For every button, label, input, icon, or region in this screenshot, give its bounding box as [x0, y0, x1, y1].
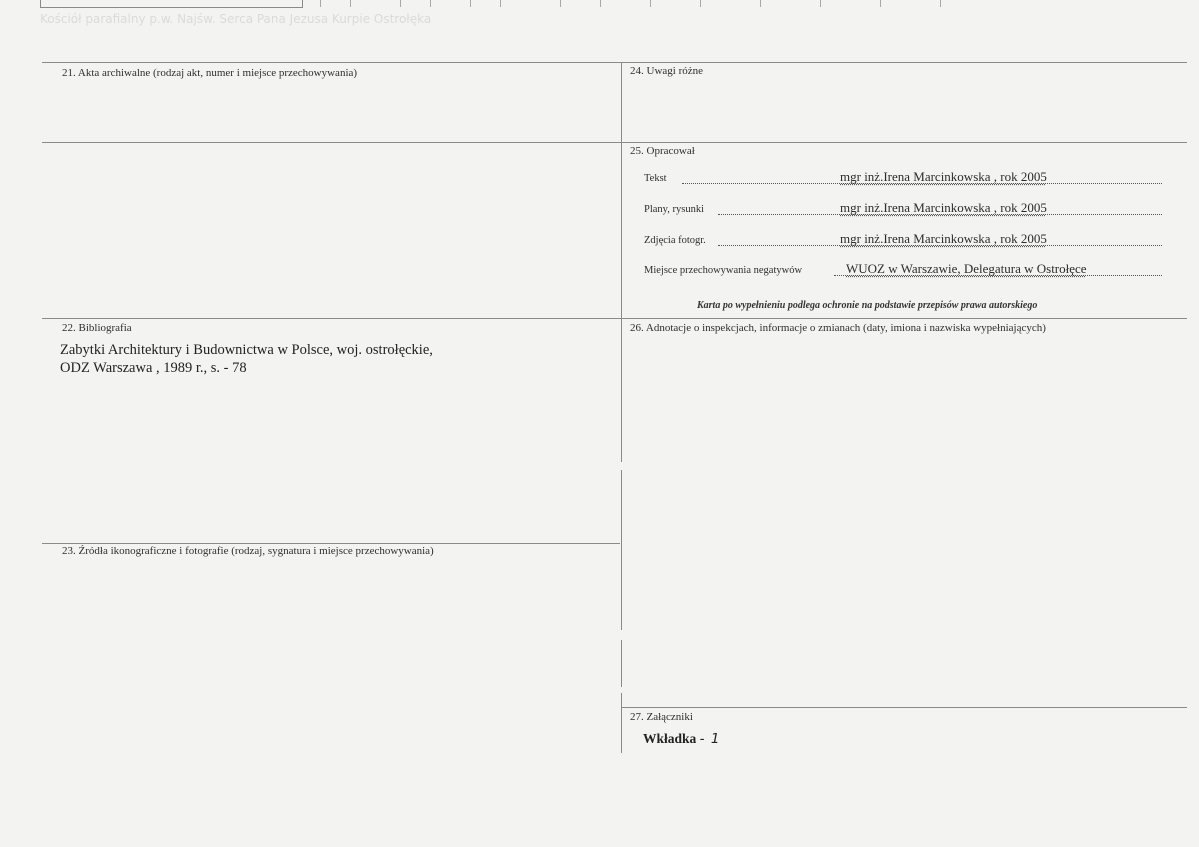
section-26-label: 26. Adnotacje o inspekcjach, informacje o zmianach (daty, imiona i nazwiska wypełniających): [630, 322, 1046, 334]
bibliography-line-2: ODZ Warszawa , 1989 r., s. - 78: [60, 360, 247, 376]
section-22-label: 22. Bibliografia: [62, 322, 132, 334]
author-row-label-text: Tekst: [644, 173, 667, 184]
ruler-tick: [430, 0, 431, 7]
column-divider-upper: [621, 62, 622, 462]
attachment-entry: [643, 731, 720, 747]
ruler-tick: [560, 0, 561, 7]
ruler-tick: [650, 0, 651, 7]
divider-22-26: [42, 318, 1187, 319]
column-divider-lower-b: [621, 640, 622, 687]
divider-top: [42, 62, 1187, 63]
ruler-tick: [820, 0, 821, 7]
ruler-tick: [760, 0, 761, 7]
author-row-value-negatives: WUOZ w Warszawie, Delegatura w Ostrołęce: [846, 261, 1087, 276]
column-divider-lower-c: [621, 693, 622, 753]
ruler-tick: [350, 0, 351, 7]
copyright-note: Karta po wypełnieniu podlega ochronie na podstawie przepisów prawa autorskiego: [697, 300, 1038, 311]
ruler-tick: [500, 0, 501, 7]
ruler-tick: [880, 0, 881, 7]
section-27-label: 27. Załączniki: [630, 711, 693, 723]
author-row-label-plans: Plany, rysunki: [644, 204, 704, 215]
top-frame-right-edge: [302, 0, 303, 8]
top-frame-line: [40, 7, 302, 8]
author-row-value-text: mgr inż.Irena Marcinkowska , rok 2005: [840, 169, 1047, 184]
section-24-label: 24. Uwagi różne: [630, 65, 704, 77]
author-row-value-plans: mgr inż.Irena Marcinkowska , rok 2005: [840, 200, 1047, 215]
ruler-tick: [400, 0, 401, 7]
ruler-tick: [940, 0, 941, 7]
ruler-tick: [320, 0, 321, 7]
divider-27: [622, 707, 1187, 708]
show-through-text: Kościół parafialny p.w. Najśw. Serca Pana Jezusa Kurpie Ostrołęka: [40, 12, 432, 26]
author-row-value-photos: mgr inż.Irena Marcinkowska , rok 2005: [840, 231, 1047, 246]
top-frame-left-edge: [40, 0, 41, 8]
bibliography-line-1: Zabytki Architektury i Budownictwa w Polsce, woj. ostrołęckie,: [60, 342, 433, 358]
divider-23: [42, 543, 620, 544]
section-23-label: 23. Źródła ikonograficzne i fotografie (rodzaj, sygnatura i miejsce przechowywania): [62, 545, 434, 557]
column-divider-lower-a: [621, 470, 622, 630]
section-25-label: 25. Opracował: [630, 145, 695, 157]
attachment-label: Wkładka: [643, 731, 697, 746]
author-row-label-negatives: Miejsce przechowywania negatywów: [644, 265, 803, 276]
divider-24-25: [42, 142, 1187, 143]
ruler-tick: [600, 0, 601, 7]
author-row-label-photos: Zdjęcia fotogr.: [644, 235, 706, 246]
ruler-tick: [470, 0, 471, 7]
ruler-tick: [700, 0, 701, 7]
section-21-label: 21. Akta archiwalne (rodzaj akt, numer i miejsce przechowywania): [62, 67, 358, 79]
attachment-count: - 1: [699, 731, 721, 747]
